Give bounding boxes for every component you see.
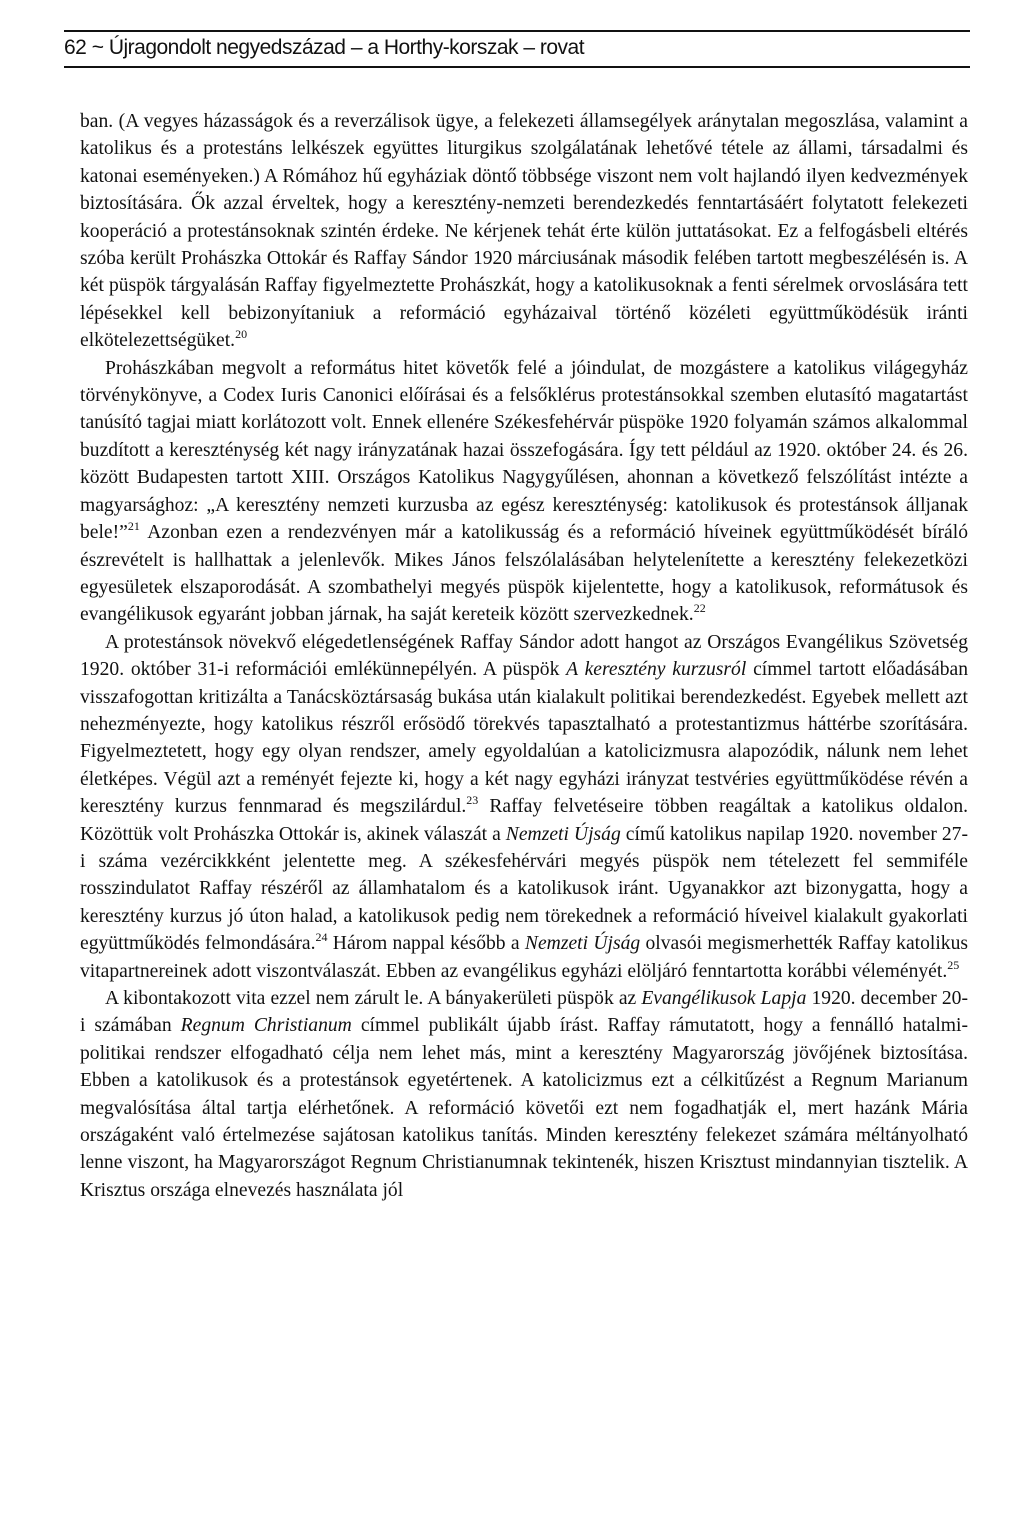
text-run: 1920. december 20-i számában <box>80 988 969 1037</box>
text-run: Prohászkában megvolt a református hitet követők felé a jóindulat, de mozgástere a katolikus világegyház törvénykönyve, a Codex Iuris Canonici előírásai és a felsőklérus protestánsokkal szemben elutasító magatartást tanúsító tagjai miatt korlátozott volt. Ennek ellenére Székesfehérvár püspöke 1920 folyamán számos alkalommal buzdított a kereszténység két nagy irányzatának hazai összefogására. Így tett például az 1920. október 24. és 26. között Budapesten tartott XIII. Országos Katolikus Nagygyűlésen, ahonnan a következő felszólítást intézte a magyarsághoz: „A keresztény nemzeti kurzusba az egész kereszténység: katolikusok és protestánsok álljanak bele!” <box>80 357 968 544</box>
text-run: olvasói megismerhették Raffay katolikus vitapartnereinek adott viszontválaszát. Ebben az evangélikus egyházi elöljáró fenntartotta korábbi véleményét. <box>80 933 968 982</box>
footnote-ref: 23 <box>466 793 479 808</box>
text-run: Három nappal később a <box>327 933 525 955</box>
italic-title: Evangélikusok Lapja <box>641 988 807 1009</box>
page-number: 62 <box>64 36 87 59</box>
text-run: címmel tartott előadásában visszafogottan kritizálta a Tanácsköztársaság bukása után kialakult politikai berendezkedést. Egyebek mellett azt nehezményezte, hogy katolikus részről erősödő törekvés tapasztalható a protestantizmus háttérbe szorítására. Figyelmeztetett, hogy egy olyan rendszer, amely egyoldalúan a katolicizmusra alapozódik, nálunk nem lehet életképes. Végül azt a reményét fejezte ki, hogy a két nagy egyházi irányzat testvéries együttműködése révén a keresztény kurzus fennmarad és megszilárdul. <box>80 659 968 818</box>
text-run: A protestánsok növekvő elégedetlenségének Raffay Sándor adott hangot az Országos Evangélikus Szövetség 1920. október 31-i reformációi emlékünnepélyén. A püspök <box>80 631 968 681</box>
footnote-ref: 21 <box>127 519 140 534</box>
running-head <box>64 36 970 60</box>
header-top-rule <box>64 30 970 32</box>
paragraph <box>80 355 968 629</box>
text-run: Azonban ezen a rendezvényen már a katolikusság és a reformáció híveinek együttműködését bíráló észrevételt is hallhattak a jelenlevők. Mikes János felszólalásában helytelenítette a keresztény felekezetközi egyesületek elszaporodását. A szombathelyi megyés püspök kijelentette, hogy a katolikusok, reformátusok és evangélikusok egyaránt jobban járnak, ha saját kereteik között szervezkednek. <box>80 522 968 626</box>
text-run: ban. (A vegyes házasságok és a reverzálisok ügye, a felekezeti államsegélyek aránytalan megoszlása, valamint a katolikus és a protestáns lelkészek együttes liturgikus szolgálatának lehetővé tétele az állami, társadalmi és katonai eseményeken.) A Rómához hű egyháziak döntő többsége viszont nem volt hajlandó ilyen kedvezmények biztosítására. Ők azzal érveltek, hogy a keresztény-nemzeti berendezkedés fenntartásáért folytatott felekezeti kooperáció a protestánsoknak szintén érdeke. Ne kérjenek tehát érte külön juttatásokat. Ez a felfogásbeli eltérés szóba került Prohászka Ottokár és Raffay Sándor 1920 márciusának második felében tartott megbeszélésén is. A két püspök tárgyalásán Raffay figyelmeztette Prohászkát, hogy a katolikusoknak a fenti sérelmek orvoslására tett lépésekkel kell bebizonyítaniuk a reformáció egyházaival történő közéleti együttműködésük iránti elkötelezettségüket. <box>80 111 968 352</box>
text-run: című katolikus napilap 1920. november 27-i száma vezércikkként jelentette meg. A székesfehérvári megyés püspök nem tételezett fel semmiféle rosszindulatot Raffay részéről az államhatalom és a katolikusok iránt. Ugyanakkor azt bizonygatta, hogy a keresztény kurzus jó úton halad, a katolikusok pedig nem törekednek a reformáció híveivel kialakult gyakorlati együttműködés felmondására. <box>80 823 969 955</box>
italic-title: Nemzeti Újság <box>505 823 621 845</box>
footnote-ref: 25 <box>947 957 960 972</box>
paragraph <box>80 108 968 355</box>
footnote-ref: 20 <box>235 327 248 342</box>
footnote-ref: 22 <box>693 601 706 616</box>
paragraph <box>80 985 968 1204</box>
italic-title: Nemzeti Újság <box>524 933 641 955</box>
running-head-title: Újragondolt negyedszázad – a Horthy-korszak – rovat <box>108 36 585 59</box>
header-bottom-rule <box>64 66 970 68</box>
italic-title: Regnum Christianum <box>180 1015 352 1037</box>
footnote-ref: 24 <box>315 930 328 945</box>
text-run: Raffay felvetéseire többen reagáltak a katolikus oldalon. Közöttük volt Prohászka Ottokár is, akinek válaszát a <box>80 796 969 845</box>
text-run: A kibontakozott vita ezzel nem zárult le. A bányakerületi püspök az <box>105 988 642 1009</box>
body-text <box>80 108 968 1204</box>
italic-title: A keresztény kurzusról <box>566 659 747 681</box>
header-separator: ~ <box>91 36 104 59</box>
paragraph <box>80 629 968 985</box>
text-run: címmel publikált újabb írást. Raffay rámutatott, hogy a fennálló hatalmi-politikai rendszer elfogadható célja nem lehet más, mint a keresztény Magyarország jövőjének biztosítása. Ebben a katolikusok és a protestánsok egyetértenek. A katolicizmus ezt a célkitűzést a Regnum Marianum megvalósítása által tartja elérhetőnek. A reformáció követői ezt nem fogadhatják el, mert hazánk Mária országaként való értelmezése sajátosan katolikus tanítás. Minden keresztény felekezet számára méltányolható lenne viszont, ha Magyarországot Regnum Christianumnak tekintenék, hiszen Krisztust mindannyian tisztelik. A Krisztus országa elnevezés használata jól <box>80 1015 968 1201</box>
